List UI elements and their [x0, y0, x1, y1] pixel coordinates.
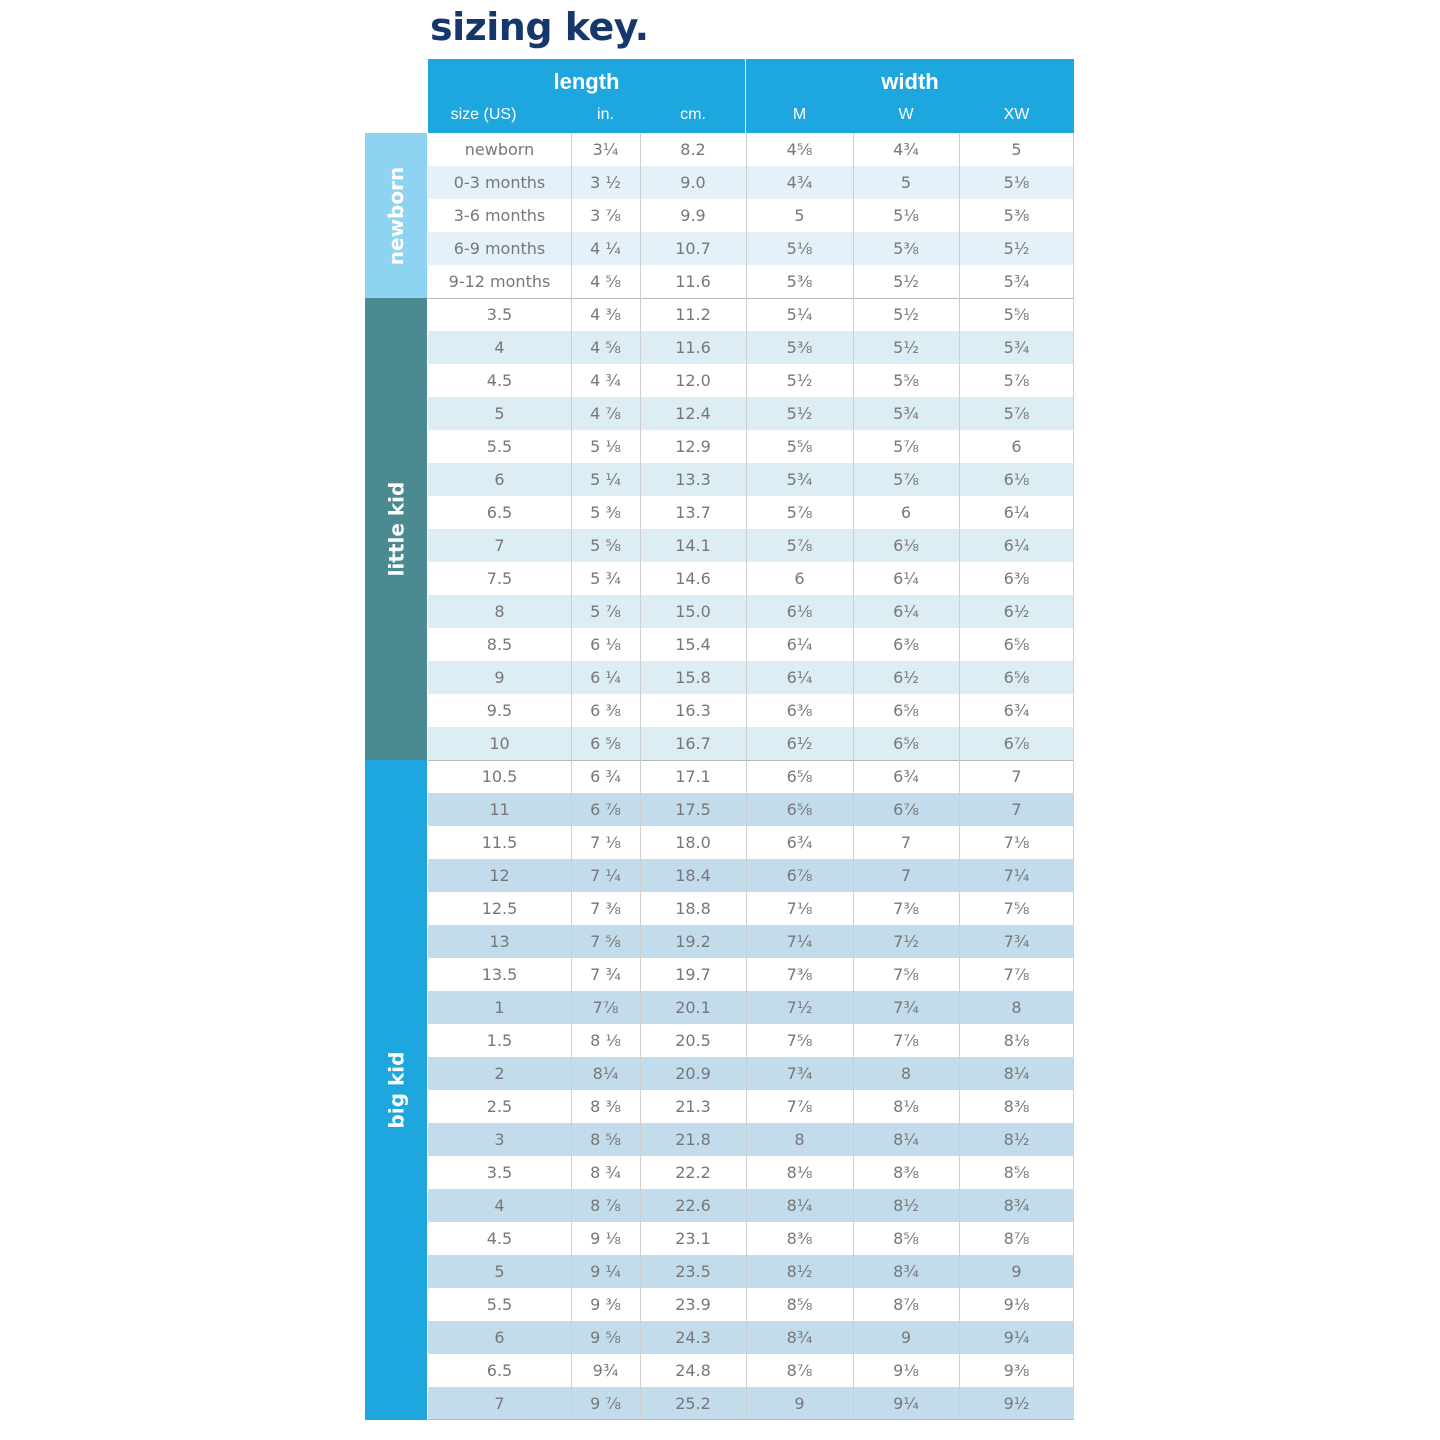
- cell-in: 6 ⅛: [590, 635, 621, 654]
- cell-m: 6¼: [786, 668, 813, 687]
- cell-xw: 7¼: [1003, 866, 1030, 885]
- cell-cm: 24.3: [675, 1328, 711, 1347]
- cell-size: 6: [494, 1328, 505, 1347]
- cell-xw: 6¾: [1003, 701, 1030, 720]
- cell-xw: 6⅝: [1003, 635, 1030, 654]
- table-row: [428, 1354, 1074, 1387]
- cell-size: 4.5: [486, 371, 513, 390]
- col-header-in: in.: [597, 106, 614, 123]
- cell-in: 6 ⅜: [590, 701, 621, 720]
- cell-size: 8: [494, 602, 505, 621]
- table-row: [428, 397, 1074, 430]
- table-row: [428, 232, 1074, 265]
- cell-xw: 9⅜: [1003, 1361, 1030, 1380]
- category-newborn: [365, 133, 427, 298]
- cell-w: 7¾: [893, 998, 919, 1017]
- table-row: [428, 925, 1074, 958]
- cell-xw: 6⅛: [1003, 470, 1030, 489]
- table-row: [428, 892, 1074, 925]
- cell-w: 7: [900, 866, 912, 885]
- cell-cm: 8.2: [680, 140, 706, 159]
- cell-size: 4: [494, 1196, 505, 1215]
- cell-cm: 19.2: [675, 932, 711, 951]
- cell-size: 9: [494, 668, 505, 687]
- cell-w: 6: [900, 503, 912, 522]
- cell-cm: 12.0: [675, 371, 711, 390]
- cell-in: 9 ⅝: [590, 1328, 621, 1347]
- table-row: [428, 661, 1074, 694]
- cell-cm: 23.9: [675, 1295, 711, 1314]
- cell-in: 8¼: [592, 1064, 619, 1083]
- cell-w: 6¼: [893, 602, 919, 621]
- cell-cm: 16.3: [675, 701, 711, 720]
- cell-size: 1: [494, 998, 505, 1017]
- cell-cm: 11.2: [675, 305, 711, 324]
- cell-m: 6½: [786, 734, 813, 753]
- cell-size: 3.5: [486, 1163, 513, 1182]
- cell-size: 5.5: [486, 1295, 513, 1314]
- cell-xw: 7⅝: [1003, 899, 1030, 918]
- cell-cm: 15.4: [675, 635, 711, 654]
- cell-in: 3 ⅞: [590, 206, 621, 225]
- cell-cm: 11.6: [675, 272, 711, 291]
- cell-cm: 12.9: [675, 437, 711, 456]
- table-row: [428, 1387, 1074, 1420]
- cell-in: 8 ⅜: [590, 1097, 621, 1116]
- cell-xw: 6: [1011, 437, 1022, 456]
- cell-size: 13.5: [481, 965, 518, 984]
- cell-w: 6⅛: [893, 536, 919, 555]
- cell-w: 5⅜: [893, 239, 919, 258]
- table-bottom-border: [428, 1419, 1074, 1420]
- cell-size: 6.5: [486, 1361, 513, 1380]
- cell-cm: 11.6: [675, 338, 711, 357]
- cell-in: 4 ⅝: [590, 272, 621, 291]
- cell-size: 12: [489, 866, 510, 885]
- cell-size: 5: [494, 1262, 505, 1281]
- category-little-kid: [365, 298, 427, 760]
- cell-w: 5: [900, 173, 912, 192]
- col-header-size: size (US): [450, 106, 517, 123]
- cell-in: 9 ⅛: [590, 1229, 621, 1248]
- cell-w: 5¾: [893, 404, 919, 423]
- cell-size: 6.5: [486, 503, 513, 522]
- cell-in: 3 ½: [590, 173, 621, 192]
- cell-w: 9⅛: [893, 1361, 919, 1380]
- cell-size: 11.5: [481, 833, 518, 852]
- cell-xw: 5¾: [1003, 272, 1030, 291]
- col-header-w: W: [898, 106, 914, 123]
- cell-size: 6: [494, 470, 505, 489]
- cell-m: 6⅛: [786, 602, 813, 621]
- cell-cm: 25.2: [675, 1394, 711, 1413]
- cell-in: 8 ⅝: [590, 1130, 621, 1149]
- cell-w: 7: [900, 833, 912, 852]
- cell-size: 2.5: [486, 1097, 513, 1116]
- table-row: [428, 760, 1074, 793]
- column-divider: [959, 133, 960, 1420]
- cell-size: 3-6 months: [453, 206, 546, 225]
- cell-size: 2: [494, 1064, 505, 1083]
- cell-in: 8 ¾: [590, 1163, 621, 1182]
- cell-xw: 7⅞: [1003, 965, 1030, 984]
- table-row: [428, 1189, 1074, 1222]
- cell-m: 4⅝: [786, 140, 813, 159]
- cell-w: 8⅞: [893, 1295, 919, 1314]
- cell-size: 10: [489, 734, 510, 753]
- cell-xw: 5⅜: [1003, 206, 1030, 225]
- table-row: [428, 859, 1074, 892]
- cell-size: 10.5: [481, 767, 518, 786]
- cell-in: 7 ⅛: [590, 833, 621, 852]
- cell-cm: 13.3: [675, 470, 711, 489]
- cell-cm: 15.8: [675, 668, 711, 687]
- cell-xw: 8⅝: [1003, 1163, 1030, 1182]
- table-row: [428, 1090, 1074, 1123]
- cell-size: 3: [494, 1130, 505, 1149]
- cell-in: 7 ¼: [590, 866, 621, 885]
- column-divider: [853, 133, 854, 1420]
- table-row: [428, 694, 1074, 727]
- cell-m: 8⅜: [786, 1229, 813, 1248]
- cell-cm: 13.7: [675, 503, 711, 522]
- cell-xw: 7: [1011, 800, 1022, 819]
- cell-w: 6⅝: [893, 734, 919, 753]
- table-row: [428, 727, 1074, 760]
- cell-cm: 22.6: [675, 1196, 711, 1215]
- table-row: [428, 793, 1074, 826]
- cell-cm: 9.9: [680, 206, 706, 225]
- cell-in: 9 ⅜: [590, 1295, 621, 1314]
- table-row: [428, 430, 1074, 463]
- cell-xw: 6¼: [1003, 503, 1030, 522]
- cell-w: 7⅝: [893, 965, 919, 984]
- table-row: [428, 991, 1074, 1024]
- cell-size: 5: [494, 404, 505, 423]
- cell-xw: 9: [1011, 1262, 1022, 1281]
- cell-xw: 5½: [1003, 239, 1030, 258]
- cell-w: 6½: [893, 668, 919, 687]
- cell-m: 4¾: [786, 173, 813, 192]
- cell-in: 5 ¼: [590, 470, 621, 489]
- table-row: [428, 1024, 1074, 1057]
- cell-xw: 8¾: [1003, 1196, 1030, 1215]
- cell-size: 3.5: [486, 305, 513, 324]
- cell-m: 8¾: [786, 1328, 813, 1347]
- cell-m: 5⅝: [786, 437, 813, 456]
- cell-m: 7¼: [786, 932, 813, 951]
- cell-size: 7.5: [486, 569, 513, 588]
- cell-w: 7½: [893, 932, 919, 951]
- cell-m: 5¼: [786, 305, 813, 324]
- cell-m: 6¾: [786, 833, 813, 852]
- category-big-kid: [365, 760, 427, 1420]
- cell-w: 8⅛: [893, 1097, 919, 1116]
- cell-size: newborn: [464, 140, 535, 159]
- width-group-label: width: [881, 69, 939, 94]
- table-row: [428, 1057, 1074, 1090]
- table-row: [428, 826, 1074, 859]
- cell-m: 8½: [786, 1262, 813, 1281]
- cell-w: 8: [900, 1064, 912, 1083]
- cell-in: 6 ⅞: [590, 800, 621, 819]
- cell-xw: 8: [1011, 998, 1022, 1017]
- cell-m: 6⅝: [786, 767, 813, 786]
- cell-m: 5¾: [786, 470, 813, 489]
- table-row: [428, 1288, 1074, 1321]
- cell-cm: 21.3: [675, 1097, 711, 1116]
- cell-w: 6¾: [893, 767, 919, 786]
- cell-size: 9.5: [486, 701, 513, 720]
- column-divider: [571, 133, 572, 1420]
- cell-w: 8¼: [893, 1130, 919, 1149]
- cell-w: 5⅞: [893, 437, 919, 456]
- cell-cm: 10.7: [675, 239, 711, 258]
- cell-in: 4 ⅞: [590, 404, 621, 423]
- cell-in: 3¼: [592, 140, 619, 159]
- cell-w: 5½: [893, 305, 919, 324]
- cell-xw: 6½: [1003, 602, 1030, 621]
- cell-in: 8 ⅛: [590, 1031, 621, 1050]
- cell-cm: 14.1: [675, 536, 711, 555]
- table-row: [428, 1222, 1074, 1255]
- cell-xw: 6⅞: [1003, 734, 1030, 753]
- cell-in: 9¾: [592, 1361, 619, 1380]
- cell-size: 5.5: [486, 437, 513, 456]
- cell-m: 5⅜: [786, 338, 813, 357]
- table-row: [428, 1156, 1074, 1189]
- cell-xw: 7: [1011, 767, 1022, 786]
- cell-cm: 18.0: [675, 833, 711, 852]
- cell-in: 5 ¾: [590, 569, 621, 588]
- cell-cm: 20.5: [675, 1031, 711, 1050]
- cell-size: 8.5: [486, 635, 513, 654]
- cell-m: 5: [794, 206, 805, 225]
- table-row: [428, 529, 1074, 562]
- cell-w: 9¼: [893, 1394, 919, 1413]
- group-separator: [428, 298, 1074, 299]
- cell-m: 8: [794, 1130, 805, 1149]
- cell-xw: 5⅛: [1003, 173, 1030, 192]
- cell-m: 8⅞: [786, 1361, 813, 1380]
- cell-w: 8⅜: [893, 1163, 919, 1182]
- cell-m: 6⅞: [786, 866, 813, 885]
- cell-m: 7⅛: [786, 899, 813, 918]
- cell-in: 9 ¼: [590, 1262, 621, 1281]
- cell-w: 8¾: [893, 1262, 919, 1281]
- cell-w: 7⅞: [893, 1031, 919, 1050]
- cell-in: 5 ⅜: [590, 503, 621, 522]
- cell-size: 7: [494, 1394, 505, 1413]
- cell-w: 5½: [893, 272, 919, 291]
- cell-xw: 7⅛: [1003, 833, 1030, 852]
- cell-in: 4 ⅝: [590, 338, 621, 357]
- cell-size: 7: [494, 536, 505, 555]
- cell-m: 7⅝: [786, 1031, 813, 1050]
- cell-xw: 5: [1011, 140, 1022, 159]
- table-row: [428, 1123, 1074, 1156]
- cell-cm: 14.6: [675, 569, 711, 588]
- cell-size: 1.5: [486, 1031, 513, 1050]
- cell-xw: 6⅜: [1003, 569, 1030, 588]
- table-row: [428, 496, 1074, 529]
- cell-w: 9: [900, 1328, 912, 1347]
- table-row: [428, 958, 1074, 991]
- cell-w: 7⅜: [893, 899, 919, 918]
- cell-w: 5½: [893, 338, 919, 357]
- table-row: [428, 562, 1074, 595]
- cell-m: 5⅛: [786, 239, 813, 258]
- cell-in: 7 ⅜: [590, 899, 621, 918]
- category-label: little kid: [384, 481, 408, 577]
- cell-m: 6⅜: [786, 701, 813, 720]
- table-row: [428, 265, 1074, 298]
- cell-xw: 8⅜: [1003, 1097, 1030, 1116]
- cell-xw: 8¼: [1003, 1064, 1030, 1083]
- cell-cm: 12.4: [675, 404, 711, 423]
- cell-xw: 9½: [1003, 1394, 1030, 1413]
- table-row: [428, 166, 1074, 199]
- cell-cm: 17.5: [675, 800, 711, 819]
- cell-xw: 6¼: [1003, 536, 1030, 555]
- group-separator: [428, 760, 1074, 761]
- cell-in: 6 ⅝: [590, 734, 621, 753]
- cell-w: 8½: [893, 1196, 919, 1215]
- cell-size: 4: [494, 338, 505, 357]
- cell-m: 8⅛: [786, 1163, 813, 1182]
- cell-in: 4 ¼: [590, 239, 621, 258]
- cell-cm: 15.0: [675, 602, 711, 621]
- cell-m: 7⅞: [786, 1097, 813, 1116]
- cell-w: 5⅝: [893, 371, 919, 390]
- cell-m: 5⅞: [786, 536, 813, 555]
- table-row: [428, 628, 1074, 661]
- category-label: newborn: [384, 166, 408, 265]
- table-row: [428, 1321, 1074, 1354]
- cell-cm: 20.9: [675, 1064, 711, 1083]
- cell-in: 4 ⅜: [590, 305, 621, 324]
- cell-xw: 6⅝: [1003, 668, 1030, 687]
- column-divider: [1073, 133, 1074, 1420]
- cell-cm: 16.7: [675, 734, 711, 753]
- cell-m: 8⅝: [786, 1295, 813, 1314]
- cell-xw: 8⅛: [1003, 1031, 1030, 1050]
- cell-xw: 9¼: [1003, 1328, 1030, 1347]
- cell-xw: 5¾: [1003, 338, 1030, 357]
- cell-in: 4 ¾: [590, 371, 621, 390]
- cell-size: 4.5: [486, 1229, 513, 1248]
- cell-m: 8¼: [786, 1196, 813, 1215]
- cell-size: 12.5: [481, 899, 518, 918]
- cell-cm: 18.4: [675, 866, 711, 885]
- cell-in: 9 ⅞: [590, 1394, 621, 1413]
- cell-in: 5 ⅞: [590, 602, 621, 621]
- cell-xw: 8½: [1003, 1130, 1030, 1149]
- cell-m: 6¼: [786, 635, 813, 654]
- cell-xw: 5⅞: [1003, 371, 1030, 390]
- table-header: [428, 59, 1074, 133]
- cell-cm: 20.1: [675, 998, 711, 1017]
- col-header-m: M: [792, 106, 807, 123]
- cell-in: 8 ⅞: [590, 1196, 621, 1215]
- cell-w: 6¼: [893, 569, 919, 588]
- cell-xw: 5⅞: [1003, 404, 1030, 423]
- cell-in: 7⅞: [592, 998, 619, 1017]
- page-title: sizing key.: [430, 5, 649, 49]
- column-divider: [746, 133, 747, 1420]
- cell-w: 8⅝: [893, 1229, 919, 1248]
- cell-cm: 17.1: [675, 767, 711, 786]
- cell-cm: 9.0: [680, 173, 706, 192]
- cell-m: 5⅜: [786, 272, 813, 291]
- cell-w: 6⅜: [893, 635, 919, 654]
- cell-in: 5 ⅝: [590, 536, 621, 555]
- cell-m: 7¾: [786, 1064, 813, 1083]
- cell-size: 13: [489, 932, 510, 951]
- length-group-label: length: [553, 69, 620, 94]
- cell-cm: 18.8: [675, 899, 711, 918]
- col-header-xw: XW: [1003, 106, 1030, 123]
- table-row: [428, 199, 1074, 232]
- cell-m: 6⅝: [786, 800, 813, 819]
- cell-cm: 21.8: [675, 1130, 711, 1149]
- cell-m: 7⅜: [786, 965, 813, 984]
- cell-m: 7½: [786, 998, 813, 1017]
- cell-m: 6: [794, 569, 805, 588]
- cell-cm: 23.5: [675, 1262, 711, 1281]
- cell-m: 5⅞: [786, 503, 813, 522]
- cell-cm: 23.1: [675, 1229, 711, 1248]
- table-row: [428, 1255, 1074, 1288]
- cell-cm: 24.8: [675, 1361, 711, 1380]
- cell-size: 9-12 months: [448, 272, 551, 291]
- cell-in: 6 ¼: [590, 668, 621, 687]
- cell-xw: 7¾: [1003, 932, 1030, 951]
- table-row: [428, 331, 1074, 364]
- cell-cm: 22.2: [675, 1163, 711, 1182]
- cell-size: 11: [489, 800, 510, 819]
- table-row: [428, 595, 1074, 628]
- col-header-cm: cm.: [680, 106, 706, 123]
- cell-w: 5⅛: [893, 206, 919, 225]
- table-row: [428, 133, 1074, 166]
- cell-xw: 8⅞: [1003, 1229, 1030, 1248]
- cell-xw: 5⅝: [1003, 305, 1030, 324]
- cell-in: 7 ¾: [590, 965, 621, 984]
- table-row: [428, 364, 1074, 397]
- table-row: [428, 463, 1074, 496]
- cell-w: 4¾: [893, 140, 919, 159]
- cell-size: 6-9 months: [453, 239, 546, 258]
- category-label: big kid: [384, 1051, 408, 1129]
- cell-in: 7 ⅝: [590, 932, 621, 951]
- cell-size: 0-3 months: [453, 173, 546, 192]
- cell-in: 6 ¾: [590, 767, 621, 786]
- cell-m: 5½: [786, 371, 813, 390]
- cell-in: 5 ⅛: [590, 437, 621, 456]
- table-row: [428, 298, 1074, 331]
- cell-cm: 19.7: [675, 965, 711, 984]
- cell-xw: 9⅛: [1003, 1295, 1030, 1314]
- cell-w: 6⅝: [893, 701, 919, 720]
- cell-w: 5⅞: [893, 470, 919, 489]
- cell-m: 5½: [786, 404, 813, 423]
- cell-m: 9: [794, 1394, 805, 1413]
- cell-w: 6⅞: [893, 800, 919, 819]
- column-divider: [640, 133, 641, 1420]
